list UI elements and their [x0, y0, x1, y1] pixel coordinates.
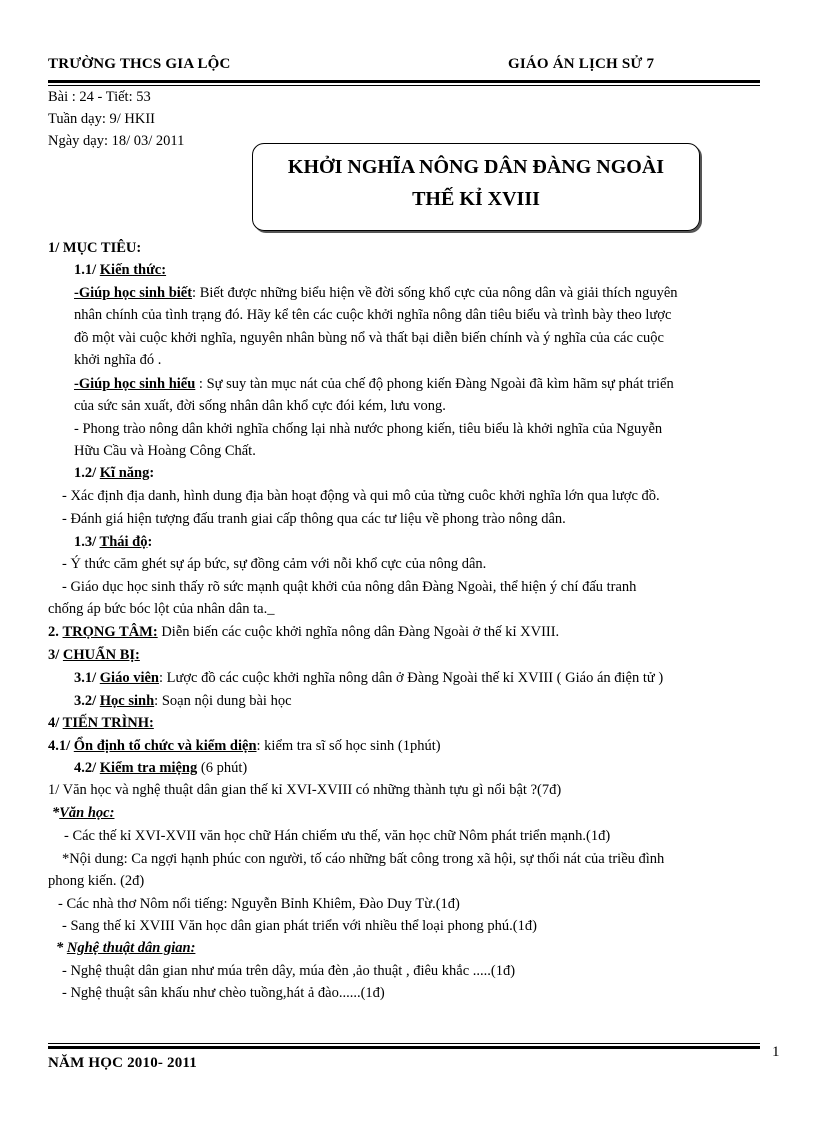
section-2-text: Diễn biến các cuộc khởi nghĩa nông dân Đàng Ngoài ở thế kỉ XVIII. [157, 624, 560, 640]
attitude-item-2-cont: chống áp bức bóc lột của nhân dân ta._ [48, 601, 275, 617]
section-2-heading [48, 622, 768, 642]
skill-item-2: - Đánh giá hiện tượng đấu tranh giai cấp thông qua các tư liệu về phong trào nông dân. [62, 511, 566, 527]
footer-rule-thin [48, 1043, 760, 1044]
title-line-2: THẾ KỈ XVIII [412, 188, 540, 210]
subject-name: GIÁO ÁN LỊCH SỬ 7 [508, 56, 655, 72]
title-box [252, 143, 700, 231]
literature-heading [52, 803, 772, 823]
section-1-2-heading [74, 463, 794, 483]
section-4-1-line [48, 736, 768, 756]
header-rule [48, 80, 760, 83]
section-4-2-number: 4.2/ [74, 760, 97, 776]
teaching-date: Ngày dạy: 18/ 03/ 2011 [48, 133, 185, 149]
hieu-label: -Giúp học sinh hiểu [74, 376, 196, 392]
school-year: NĂM HỌC 2010- 2011 [48, 1055, 198, 1071]
page-number: 1 [772, 1044, 780, 1060]
section-4-1-label: Ổn định tổ chức và kiểm diện [73, 738, 257, 754]
section-1-title: 1/ MỤC TIÊU: [48, 240, 142, 256]
section-3-1-text: : Lược đồ các cuộc khởi nghĩa nông dân ở Đàng Ngoài thế kỉ XVIII ( Giáo án điện tử ) [159, 670, 664, 686]
folk-art-item-2: - Nghệ thuật sân khấu như chèo tuồng,hát ả đào......(1đ) [62, 985, 385, 1001]
section-1-3-label: Thái độ [99, 534, 148, 550]
hieu-paragraph-line-4: Hữu Cầu và Hoàng Công Chất. [74, 443, 256, 459]
folk-art-label: Nghệ thuật dân gian: [66, 940, 196, 956]
section-3-label: CHUẨN BỊ: [62, 647, 140, 663]
section-3-number: 3/ [48, 647, 60, 663]
question-1: 1/ Văn học và nghệ thuật dân gian thế kỉ XVI-XVIII có những thành tựu gì nổi bật ?(7đ) [48, 782, 562, 798]
biet-paragraph-line-2: nhân chính của tình trạng đó. Hãy kể tên các cuộc khởi nghĩa nông dân tiêu biểu và trình bày theo lược [74, 307, 672, 323]
section-1-1-number: 1.1/ [74, 262, 97, 278]
school-name: TRƯỜNG THCS GIA LỘC [48, 56, 231, 72]
section-1-2-colon: : [149, 465, 155, 481]
section-4-heading [48, 713, 768, 733]
footer-rule [48, 1046, 760, 1049]
lesson-number: Bài : 24 - Tiết: 53 [48, 89, 151, 105]
literature-item-2-cont: phong kiến. (2đ) [48, 873, 145, 889]
section-4-2-line [74, 758, 794, 778]
biet-paragraph-line-3: đồ một vài cuộc khởi nghĩa, nguyên nhân bùng nổ và thất bại diễn biến chính và ý nghĩa của các cuộc [74, 330, 664, 346]
section-3-2-number: 3.2/ [74, 693, 97, 709]
literature-item-4: - Sang thế kỉ XVIII Văn học dân gian phát triển với nhiều thể loại phong phú.(1đ) [62, 918, 537, 934]
section-1-2-label: Kĩ năng [99, 465, 150, 481]
biet-text-1: : Biết được những biểu hiện về đời sống khổ cực của nông dân và giải thích nguyên [192, 285, 678, 301]
section-1-heading [48, 238, 768, 258]
hieu-paragraph-line-1 [74, 374, 794, 394]
literature-label: Văn học: [59, 805, 115, 821]
attitude-item-1: - Ý thức căm ghét sự áp bức, sự đồng cảm với nỗi khổ cực của nông dân. [62, 556, 487, 572]
section-3-1-line [74, 668, 794, 688]
literature-star: * [52, 805, 60, 821]
skill-item-1: - Xác định địa danh, hình dung địa bàn hoạt động và qui mô của từng cuôc khởi nghĩa lớn qua lược đồ. [62, 488, 660, 504]
section-1-3-number: 1.3/ [74, 534, 97, 550]
section-4-2-text: (6 phút) [197, 760, 248, 776]
hieu-paragraph-line-3: - Phong trào nông dân khởi nghĩa chống lại nhà nước phong kiến, tiêu biểu là khởi nghĩa của Nguyễn [74, 421, 663, 437]
literature-item-3: - Các nhà thơ Nôm nổi tiếng: Nguyễn Bỉnh Khiêm, Đào Duy Từ.(1đ) [58, 896, 460, 912]
attitude-item-2: - Giáo dục học sinh thấy rõ sức mạnh quật khởi của nông dân Đàng Ngoài, thể hiện ý chí đấu tranh [62, 579, 637, 595]
biet-label: -Giúp học sinh biết [74, 285, 193, 301]
section-4-label: TIẾN TRÌNH: [62, 715, 154, 731]
section-3-1-number: 3.1/ [74, 670, 97, 686]
section-4-1-number: 4.1/ [48, 738, 71, 754]
hieu-text-1: : Sự suy tàn mục nát của chế độ phong kiến Đàng Ngoài đã kìm hãm sự phát triển [195, 376, 674, 392]
section-1-1-heading [74, 260, 794, 280]
section-1-2-number: 1.2/ [74, 465, 97, 481]
literature-item-1: - Các thế kỉ XVI-XVII văn học chữ Hán chiếm ưu thế, văn học chữ Nôm phát triển mạnh.(1đ) [64, 828, 611, 844]
section-3-2-text: : Soạn nội dung bài học [154, 693, 292, 709]
teaching-week: Tuần dạy: 9/ HKII [48, 111, 156, 127]
folk-art-star: * [56, 940, 67, 956]
biet-paragraph-line-1 [74, 283, 794, 303]
literature-item-2: *Nội dung: Ca ngợi hạnh phúc con người, tố cáo những bất công trong xã hội, sự thối nát của triều đình [62, 851, 665, 867]
section-1-3-heading [74, 532, 794, 552]
section-4-number: 4/ [48, 715, 60, 731]
folk-art-heading [56, 938, 776, 958]
section-3-2-label: Học sinh [99, 693, 155, 709]
section-1-3-colon: : [147, 534, 153, 550]
title-line-1: KHỞI NGHĨA NÔNG DÂN ĐÀNG NGOÀI [287, 156, 665, 178]
biet-paragraph-line-4: khởi nghĩa đó . [74, 352, 162, 368]
header-rule-thin [48, 85, 760, 86]
section-1-1-label: Kiến thức: [99, 262, 167, 278]
section-3-heading [48, 645, 768, 665]
section-2-number: 2. [48, 624, 59, 640]
section-2-label: TRỌNG TÂM: [62, 624, 158, 640]
section-3-2-line [74, 691, 794, 711]
section-3-1-label: Giáo viên [99, 670, 159, 686]
section-4-1-text: : kiểm tra sĩ số học sinh (1phút) [256, 738, 441, 754]
hieu-paragraph-line-2: của sức sản xuất, đời sống nhân dân khổ cực đói kém, lưu vong. [74, 398, 446, 414]
section-4-2-label: Kiểm tra miệng [99, 760, 198, 776]
folk-art-item-1: - Nghệ thuật dân gian như múa trên dây, múa đèn ,ảo thuật , điêu khắc .....(1đ) [62, 963, 516, 979]
